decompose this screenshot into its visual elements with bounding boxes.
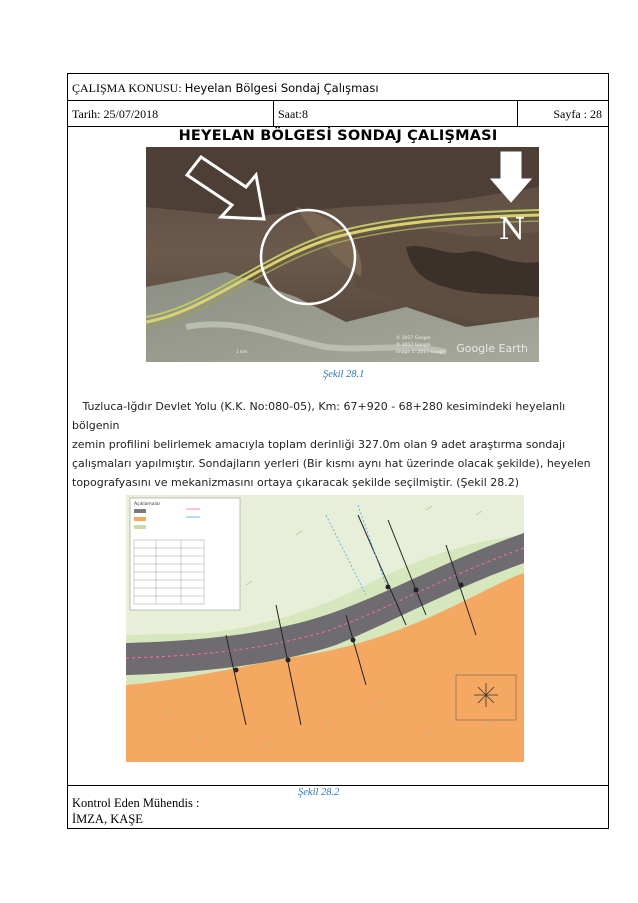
- copyright-text-3: Image © 2017 Google: [396, 350, 447, 355]
- content-area: [68, 127, 608, 798]
- paragraph-line-1: Tuzluca-Iğdır Devlet Yolu (K.K. No:080-05), Km: 67+920 - 68+280 kesimindeki heyelanlı bölgenin: [72, 400, 566, 432]
- time-cell: Saat:8: [274, 101, 518, 126]
- inspector-label: Kontrol Eden Mühendis :: [72, 796, 200, 810]
- map-legend: [130, 498, 240, 610]
- subject-field: [72, 81, 379, 95]
- report-form: [67, 73, 609, 829]
- paragraph-line-2: zemin profilini belirlemek amacıyla toplam derinliği 327.0m olan 9 adet araştırma sondajı: [72, 438, 566, 451]
- borehole-site-map: [126, 495, 524, 762]
- subject-row: [68, 74, 608, 101]
- info-row: [68, 101, 608, 127]
- copyright-text-2: © 2017 Google: [396, 343, 431, 348]
- scale-text: 1 km: [236, 350, 248, 355]
- copyright-text-1: © 2017 Google: [396, 336, 431, 341]
- date-cell: Tarih: 25/07/2018: [68, 101, 274, 126]
- legend-title: Açıklamalar: [134, 502, 161, 507]
- satellite-image: [146, 147, 539, 362]
- figure-caption-1: Şekil 28.1: [323, 369, 365, 380]
- approval-block: [72, 795, 199, 827]
- subject-label: ÇALIŞMA KONUSU:: [72, 81, 182, 95]
- footer-row: [68, 786, 608, 828]
- north-label: N: [498, 212, 526, 247]
- figure-caption-2: Şekil 28.2: [298, 787, 340, 798]
- satellite-image-graphic: [146, 147, 539, 362]
- page-number-cell: Sayfa : 28: [553, 107, 602, 121]
- google-earth-watermark: Google Earth: [456, 342, 528, 355]
- paragraph-line-4: topografyasını ve mekanizmasını ortaya çıkaracak şekilde seçilmiştir. (Şekil 28.2): [72, 476, 520, 489]
- site-map-graphic: [126, 495, 524, 762]
- subject-value: Heyelan Bölgesi Sondaj Çalışması: [184, 81, 379, 95]
- paragraph-line-3: çalışmaları yapılmıştır. Sondajların yerleri (Bir kısmı aynı hat üzerinde olacak şekilde), heyelen: [72, 457, 591, 470]
- page-title: HEYELAN BÖLGESİ SONDAJ ÇALIŞMASI: [178, 128, 498, 144]
- signature-stamp-label: İMZA, KAŞE: [72, 812, 143, 826]
- body-paragraph: [72, 397, 606, 492]
